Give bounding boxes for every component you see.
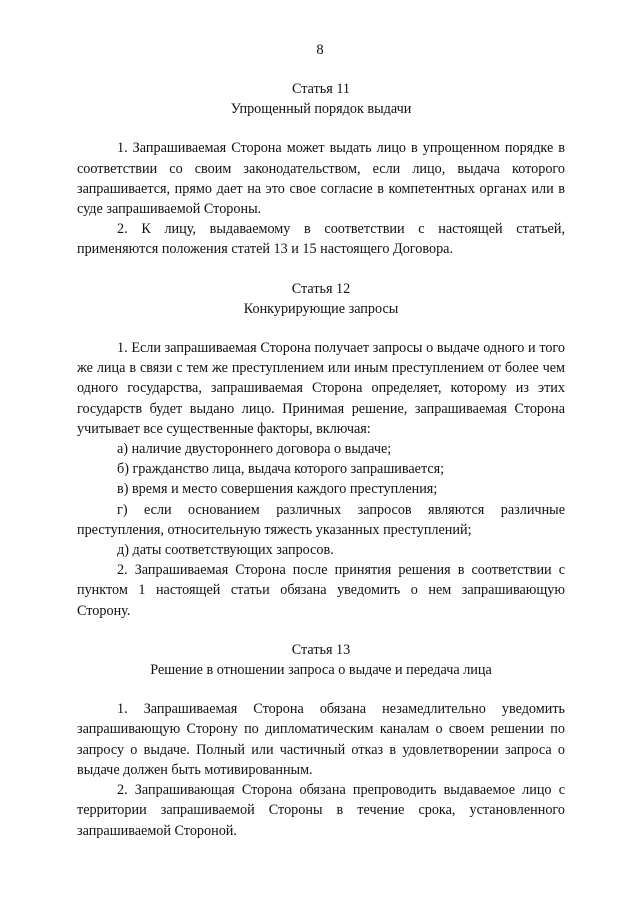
list-item: в) время и место совершения каждого преступления;: [117, 481, 438, 498]
article-paragraph: 1. Запрашиваемая Сторона обязана незамедлительно уведомить запрашивающую Сторону по дипломатическим каналам о своем решении по запросу о выдаче. Полный или частичный отказ в удовлетворении запроса о выдаче должен быть мотивированным.: [77, 701, 565, 778]
list-item: д) даты соответствующих запросов.: [117, 542, 334, 559]
article-heading: Статья 11: [292, 81, 350, 97]
article-paragraph: 2. К лицу, выдаваемому в соответствии с настоящей статьей, применяются положения статей 13 и 15 настоящего Договора.: [77, 221, 565, 258]
article-paragraph: 2. Запрашивающая Сторона обязана препроводить выдаваемое лицо с территории запрашиваемой Стороны в течение срока, установленного запрашиваемой Стороной.: [77, 782, 565, 839]
article-13: [77, 640, 565, 841]
article-paragraph: 1. Если запрашиваемая Сторона получает запросы о выдаче одного и того же лица в связи с тем же преступлением или иным преступлением от более чем одного государства, запрашиваемая Сторона определяет, которому из этих государств будет выдано лицо. Принимая решение, запрашиваемая Сторона учитывает все существенные факторы, включая:: [77, 340, 565, 437]
article-12: [77, 279, 565, 621]
article-title: Упрощенный порядок выдачи: [230, 101, 412, 118]
list-item: б) гражданство лица, выдача которого запрашивается;: [117, 461, 445, 478]
article-11: [77, 79, 565, 260]
article-title: Решение в отношении запроса о выдаче и передача лица: [150, 662, 492, 679]
list-item: а) наличие двустороннего договора о выдаче;: [117, 441, 392, 458]
page-number: 8: [316, 42, 324, 58]
article-heading: Статья 12: [291, 280, 351, 297]
article-heading: Статья 13: [291, 641, 351, 658]
article-paragraph: 1. Запрашиваемая Сторона может выдать лицо в упрощенном порядке в соответствии со своим законодательством, если лицо, выдача которого запрашивается, прямо дает на это свое согласие в компетентных органах или в суде запрашиваемой Стороны.: [77, 140, 565, 218]
document-body: [77, 79, 565, 841]
list-item: г) если основанием различных запросов являются различные преступления, относительную тяжесть указанных преступлений;: [77, 501, 565, 538]
article-paragraph: 2. Запрашиваемая Сторона после принятия решения в соответствии с пунктом 1 настоящей статьи обязана уведомить о нем запрашивающую Сторону.: [77, 562, 565, 619]
article-title: Конкурирующие запросы: [243, 300, 399, 317]
